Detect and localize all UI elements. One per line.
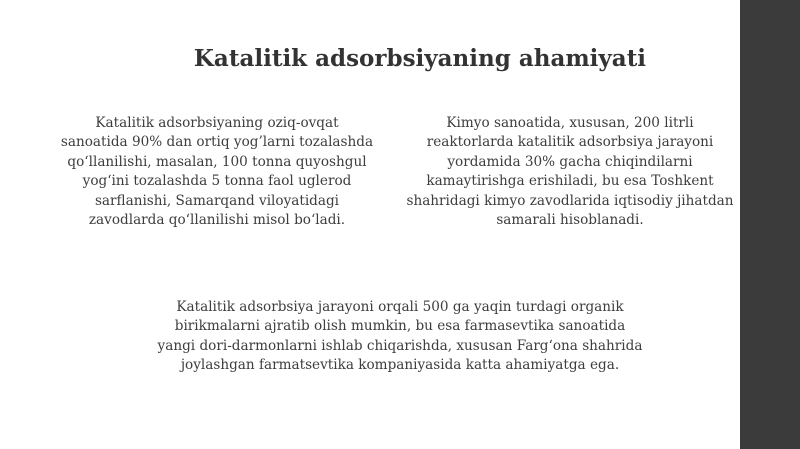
paragraph-right [395, 114, 745, 230]
paragraph-line: zavodlarda qo‘llanilishi misol bo‘ladi. [88, 212, 346, 229]
paragraph-line: samarali hisoblanadi. [496, 212, 644, 229]
paragraph-line: yordamida 30% gacha chiqindilarni [447, 153, 693, 170]
paragraph-line: shahridagi kimyo zavodlarida iqtisodiy jihatdan [406, 192, 734, 209]
slide-title: Katalitik adsorbsiyaning ahamiyati [193, 45, 647, 73]
paragraph-line: qo‘llanilishi, masalan, 100 tonna quyoshgul [67, 153, 367, 170]
paragraph-line: sarflanishi, Samarqand viloyatidagi [94, 192, 340, 209]
paragraph-line: yog‘ini tozalashda 5 tonna faol uglerod [82, 173, 352, 190]
paragraph-line: Kimyo sanoatida, xususan, 200 litrli [446, 115, 694, 131]
paragraph-line: yangi dori-darmonlarni ishlab chiqarishda, xususan Farg‘ona shahrida [157, 337, 643, 354]
paragraph-line: joylashgan farmatsevtika kompaniyasida katta ahamiyatga ega. [180, 357, 620, 374]
paragraph-line: reaktorlarda katalitik adsorbsiya jarayoni [426, 134, 714, 151]
paragraph-line: kamaytirishga erishiladi, bu esa Toshkent [426, 173, 714, 190]
paragraph-line: Katalitik adsorbsiyaning oziq-ovqat [95, 115, 339, 131]
paragraph-left [42, 114, 392, 230]
paragraph-line: Katalitik adsorbsiya jarayoni orqali 500 ga yaqin turdagi organik [176, 299, 624, 315]
paragraph-line: sanoatida 90% dan ortiq yog’larni tozalashda [60, 134, 374, 151]
right-sidebar-bar [740, 0, 800, 449]
paragraph-bottom [140, 298, 660, 376]
paragraph-line: birikmalarni ajratib olish mumkin, bu esa farmasevtika sanoatida [174, 318, 626, 335]
